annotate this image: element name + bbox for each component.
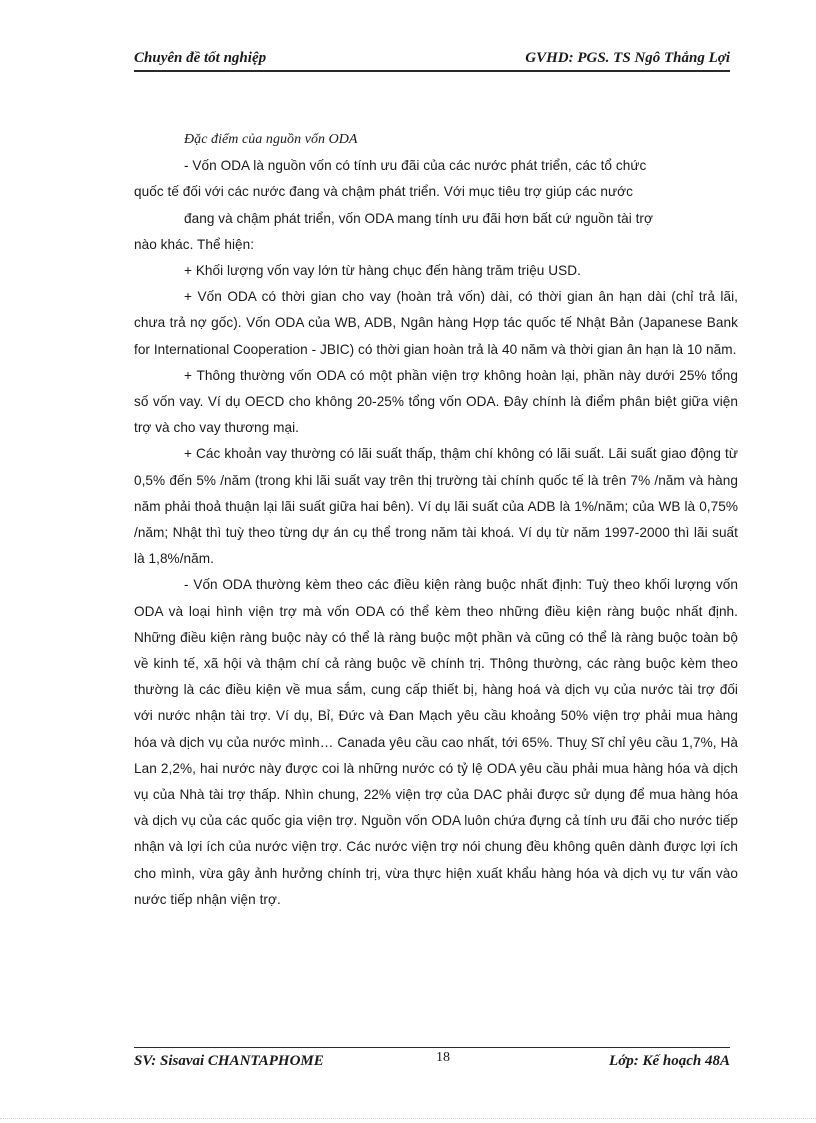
paragraph-line: đang và chậm phát triển, vốn ODA mang tính ưu đãi hơn bất cứ nguồn tài trợ [184, 210, 653, 226]
paragraph-interest-rate: + Các khoản vay thường có lãi suất thấp, thậm chí không có lãi suất. Lãi suất giao động từ 0,5% đến 5% /năm (trong khi lãi suất vay trên thị trường tài chính quốc tế là trên 7% /năm và hàng năm phải thoả thuận lại lãi suất giữa hai bên). Ví dụ lãi suất của ADB là 1%/năm; của WB là 0,75% /năm; Nhật thì tuỳ theo từng dự án cụ thể trong năm tài khoá. Ví dụ từ năm 1997-2000 thì lãi suất là 1,8%/năm. [134, 446, 738, 567]
paragraph-line: quốc tế đối với các nước đang và chậm phát triển. Với mục tiêu trợ giúp các nước [134, 184, 633, 200]
header-advisor: GVHD: PGS. TS Ngô Thắng Lợi [525, 50, 730, 66]
paragraph-loan-volume: + Khối lượng vốn vay lớn từ hàng chục đến hàng trăm triệu USD. [184, 263, 581, 279]
document-body [134, 127, 738, 913]
footer-student: SV: Sisavai CHANTAPHOME [134, 1053, 324, 1069]
section-heading: Đặc điểm của nguồn vốn ODA [184, 132, 358, 147]
page-edge-divider [0, 1118, 816, 1119]
page-header [134, 48, 730, 72]
page-number: 18 [436, 1050, 450, 1065]
paragraph-line: - Vốn ODA là nguồn vốn có tính ưu đãi của các nước phát triển, các tổ chức [184, 158, 647, 174]
paragraph-conditions: - Vốn ODA thường kèm theo các điều kiện ràng buộc nhất định: Tuỳ theo khối lượng vốn ODA và loại hình viện trợ mà vốn ODA có thể kèm theo những điều kiện ràng buộc nhất định. Những điều kiện ràng buộc này có thể là ràng buộc một phần và cũng có thể là ràng buộc toàn bộ về kinh tế, xã hội và thậm chí cả ràng buộc về chính trị. Thông thường, các ràng buộc kèm theo thường là các điều kiện về mua sắm, cung cấp thiết bị, hàng hoá và dịch vụ của nước tài trợ đối với nước nhận tài trợ. Ví dụ, Bỉ, Đức và Đan Mạch yêu cầu khoảng 50% viện trợ phải mua hàng hóa và dịch vụ của nước mình… Canada yêu cầu cao nhất, tới 65%. Thuỵ Sĩ chỉ yêu cầu 1,7%, Hà Lan 2,2%, hai nước này được coi là những nước có tỷ lệ ODA yêu cầu phải mua hàng hóa và dịch vụ của Nhà tài trợ thấp. Nhìn chung, 22% viện trợ của DAC phải được sử dụng để mua hàng hóa và dịch vụ của các quốc gia viện trợ. Nguồn vốn ODA luôn chứa đựng cả tính ưu đãi cho nước tiếp nhận và lợi ích của nước viện trợ. Các nước viện trợ nói chung đều không quên dành được lợi ích cho mình, vừa gây ảnh hưởng chính trị, vừa thực hiện xuất khẩu hàng hóa và dịch vụ tư vấn vào nước tiếp nhận viện trợ. [134, 577, 738, 907]
header-title: Chuyên đề tốt nghiệp [134, 50, 267, 66]
page-footer [134, 1047, 730, 1078]
paragraph-grant-share: + Thông thường vốn ODA có một phần viện trợ không hoàn lại, phần này dưới 25% tổng số vốn vay. Ví dụ OECD cho không 20-25% tổng vốn ODA. Đây chính là điểm phân biệt giữa viện trợ và cho vay thương mại. [134, 367, 738, 436]
paragraph-loan-term: + Vốn ODA có thời gian cho vay (hoàn trả vốn) dài, có thời gian ân hạn dài (chỉ trả lãi, chưa trả nợ gốc). Vốn ODA của WB, ADB, Ngân hàng Hợp tác quốc tế Nhật Bản (Japanese Bank for International Cooperation - JBIC) có thời gian hoàn trả là 40 năm và thời gian ân hạn là 10 năm. [134, 289, 738, 357]
paragraph-oda-definition [134, 153, 738, 258]
paragraph-line: nào khác. Thể hiện: [134, 236, 255, 252]
footer-class: Lớp: Kế hoạch 48A [609, 1053, 730, 1069]
